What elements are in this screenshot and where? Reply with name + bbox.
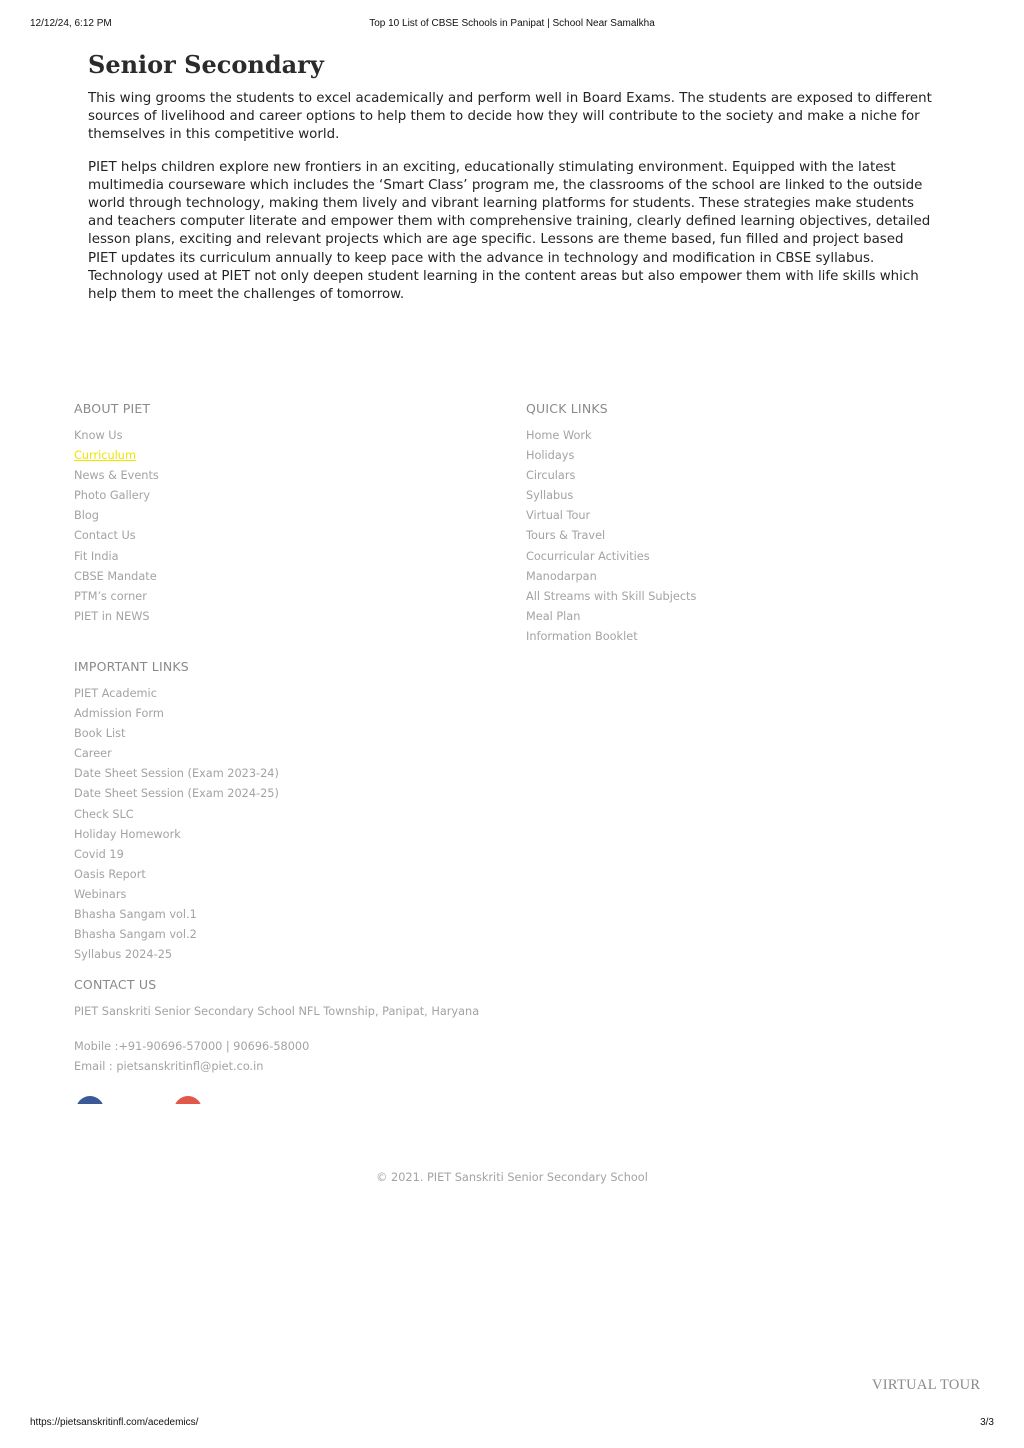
contact-email[interactable]: Email : pietsanskritinfl@piet.co.in	[74, 1060, 264, 1073]
footer-link-about[interactable]: Fit India	[74, 549, 119, 563]
footer-quick-links	[526, 426, 946, 647]
footer-link-important[interactable]: Date Sheet Session (Exam 2023-24)	[74, 767, 279, 781]
footer-link-about[interactable]: CBSE Mandate	[74, 569, 157, 583]
detail-paragraph: PIET helps children explore new frontiers in an exciting, educationally stimulating environment. Equipped with the latest multimedia courseware which includes the ‘Smart Class’ program me, the classrooms of the school are linked to the outside world through technology, making them lively and vibrant learning platforms for students. These strategies make students and teachers computer literate and empower them with comprehensive training, clearly defined learning objectives, detailed lesson plans, exciting and relevant projects which are age specific. Lessons are theme based, fun filled and project based PIET updates its curriculum annually to keep pace with the advance in technology and modification in CBSE syllabus. Technology used at PIET not only deepen student learning in the content areas but also empower them with life skills which help them to meet the challenges of tomorrow.	[88, 159, 931, 303]
footer-link-important[interactable]: Bhasha Sangam vol.2	[74, 928, 197, 942]
footer-link-important[interactable]: Admission Form	[74, 707, 164, 721]
footer-link-quick[interactable]: Information Booklet	[526, 629, 638, 643]
footer-link-quick[interactable]: Syllabus	[526, 489, 574, 503]
footer-link-important[interactable]: Date Sheet Session (Exam 2024-25)	[74, 787, 279, 801]
footer-link-important[interactable]: PIET Academic	[74, 687, 157, 700]
footer-link-important[interactable]: Bhasha Sangam vol.1	[74, 908, 197, 922]
footer-link-important[interactable]: Check SLC	[74, 807, 134, 821]
footer-link-about[interactable]: Photo Gallery	[74, 489, 151, 503]
footer-link-quick[interactable]: Manodarpan	[526, 569, 597, 583]
print-datetime: 12/12/24, 6:12 PM	[30, 18, 112, 29]
print-page-number: 3/3	[980, 1417, 994, 1428]
footer-link-about[interactable]: Curriculum	[74, 449, 136, 463]
footer-important-title: IMPORTANT LINKS	[74, 659, 189, 674]
footer-link-quick[interactable]: Meal Plan	[526, 609, 581, 623]
footer-about-column	[74, 400, 494, 627]
footer-about-links	[74, 426, 494, 627]
footer-link-quick[interactable]: Virtual Tour	[526, 509, 591, 523]
footer-link-about[interactable]: Blog	[74, 509, 99, 523]
footer-important-column	[74, 658, 494, 965]
footer-link-quick[interactable]: Holidays	[526, 449, 575, 463]
contact-address: PIET Sanskriti Senior Secondary School NFL Township, Panipat, Haryana	[74, 1005, 480, 1018]
footer-link-important[interactable]: Covid 19	[74, 847, 124, 861]
section-title: Senior Secondary	[88, 50, 324, 79]
intro-paragraph: This wing grooms the students to excel academically and perform well in Board Exams. The students are exposed to different sources of livelihood and career options to help them to decide how they will contribute to the society and make a niche for themselves in this competitive world.	[88, 91, 932, 143]
footer-link-important[interactable]: Syllabus 2024-25	[74, 948, 173, 962]
footer-link-quick[interactable]: Home Work	[526, 429, 592, 442]
copyright: © 2021. PIET Sanskriti Senior Secondary School	[376, 1171, 648, 1184]
social-links	[74, 1096, 274, 1104]
footer-quick-title: QUICK LINKS	[526, 401, 608, 416]
print-footer	[0, 1417, 1024, 1431]
footer-about-title: ABOUT PIET	[74, 401, 151, 416]
print-url: https://pietsanskritinfl.com/acedemics/	[30, 1417, 199, 1428]
contact-mobile[interactable]: Mobile :+91-90696-57000 | 90696-58000	[74, 1040, 310, 1053]
footer-important-links	[74, 684, 494, 965]
footer-link-quick[interactable]: Circulars	[526, 469, 576, 483]
footer-link-important[interactable]: Holiday Homework	[74, 827, 181, 841]
footer-link-about[interactable]: News & Events	[74, 469, 159, 483]
footer-link-about[interactable]: Contact Us	[74, 529, 136, 543]
footer-contact-title: CONTACT US	[74, 977, 157, 992]
footer-link-important[interactable]: Webinars	[74, 887, 127, 901]
footer-quick-column	[526, 400, 946, 647]
footer-link-important[interactable]: Career	[74, 747, 112, 761]
main-content	[88, 50, 936, 318]
footer-link-quick[interactable]: All Streams with Skill Subjects	[526, 589, 697, 603]
footer-link-important[interactable]: Book List	[74, 727, 126, 741]
footer-contact-column	[74, 976, 674, 1077]
instagram-icon[interactable]	[174, 1096, 202, 1104]
print-header	[0, 18, 1024, 32]
print-page-title: Top 10 List of CBSE Schools in Panipat | School Near Samalkha	[369, 18, 655, 29]
footer-link-quick[interactable]: Tours & Travel	[526, 529, 606, 543]
footer-link-quick[interactable]: Cocurricular Activities	[526, 549, 650, 563]
footer-link-important[interactable]: Oasis Report	[74, 867, 146, 881]
virtual-tour-button[interactable]: VIRTUAL TOUR	[872, 1377, 981, 1393]
facebook-icon[interactable]	[76, 1096, 104, 1104]
footer-link-about[interactable]: Know Us	[74, 429, 123, 442]
footer-link-about[interactable]: PIET in NEWS	[74, 609, 150, 623]
footer-link-about[interactable]: PTM’s corner	[74, 589, 147, 603]
